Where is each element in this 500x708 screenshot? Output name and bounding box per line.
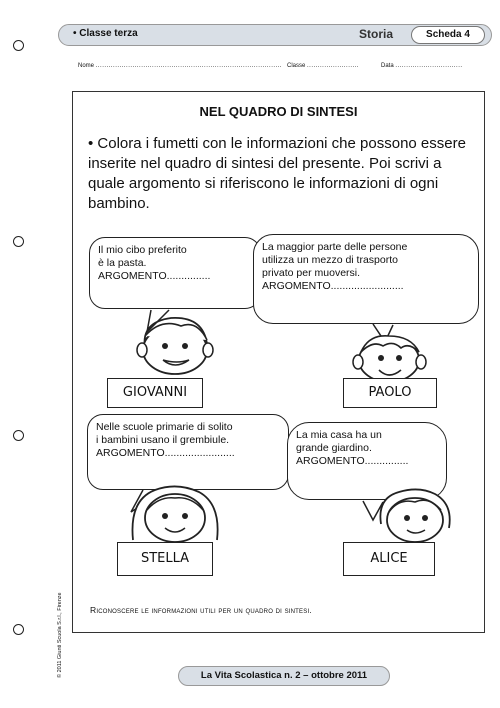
scheda-badge: Scheda 4: [411, 26, 485, 44]
binder-hole: [13, 430, 24, 441]
speech-bubble-alice[interactable]: La mia casa ha un grande giardino. ARGOMENTO...............: [287, 422, 447, 500]
name-box-paolo: [343, 378, 437, 408]
binder-hole: [13, 40, 24, 51]
giovanni-face-illustration: [131, 310, 221, 380]
child-name: ALICE: [370, 551, 408, 566]
binder-hole: [13, 236, 24, 247]
classe-field[interactable]: Classe ........................: [287, 63, 360, 69]
name-box-alice: [343, 542, 435, 576]
binder-hole: [13, 624, 24, 635]
worksheet-instruction: • Colora i fumetti con le informazioni che possono essere inserite nel quadro di sintesi del presente. Poi scrivi a quale argomento si riferiscono le informazioni di ogni bambino.: [88, 135, 466, 212]
learning-objective: Riconoscere le informazioni utili per un quadro di sintesi.: [90, 605, 312, 615]
speech-bubble-giovanni[interactable]: Il mio cibo preferito è la pasta. ARGOMENTO...............: [89, 237, 261, 309]
child-name: PAOLO: [368, 385, 412, 400]
nome-label: Nome: [78, 63, 95, 69]
worksheet-title: NEL QUADRO DI SINTESI: [199, 104, 358, 119]
publication-footer: La Vita Scolastica n. 2 – ottobre 2011: [178, 666, 390, 686]
child-name: STELLA: [140, 551, 190, 566]
name-box-stella: [117, 542, 213, 576]
header-bar: [58, 24, 492, 46]
stella-face-illustration: [125, 480, 225, 544]
worksheet-frame: [72, 91, 485, 633]
name-box-giovanni: [107, 378, 203, 408]
nome-field[interactable]: Nome ......................................................................................: [78, 63, 283, 69]
speech-bubble-paolo[interactable]: La maggior parte delle persone utilizza un mezzo di trasporto privato per muoversi. ARGOMENTO.........................: [253, 234, 479, 324]
alice-face-illustration: [369, 484, 459, 544]
data-field[interactable]: Data ...............................: [381, 63, 463, 69]
subject-label: Storia: [359, 27, 394, 41]
child-name: GIOVANNI: [122, 385, 188, 400]
class-label: • Classe terza: [73, 28, 138, 39]
data-label: Data: [381, 63, 394, 69]
classe-label: Classe: [287, 63, 306, 69]
speech-bubble-stella[interactable]: Nelle scuole primarie di solito i bambini usano il grembiule. ARGOMENTO........................: [87, 414, 289, 490]
copyright-credit: © 2011 Giunti Scuola S.r.l., Firenze: [57, 592, 63, 678]
